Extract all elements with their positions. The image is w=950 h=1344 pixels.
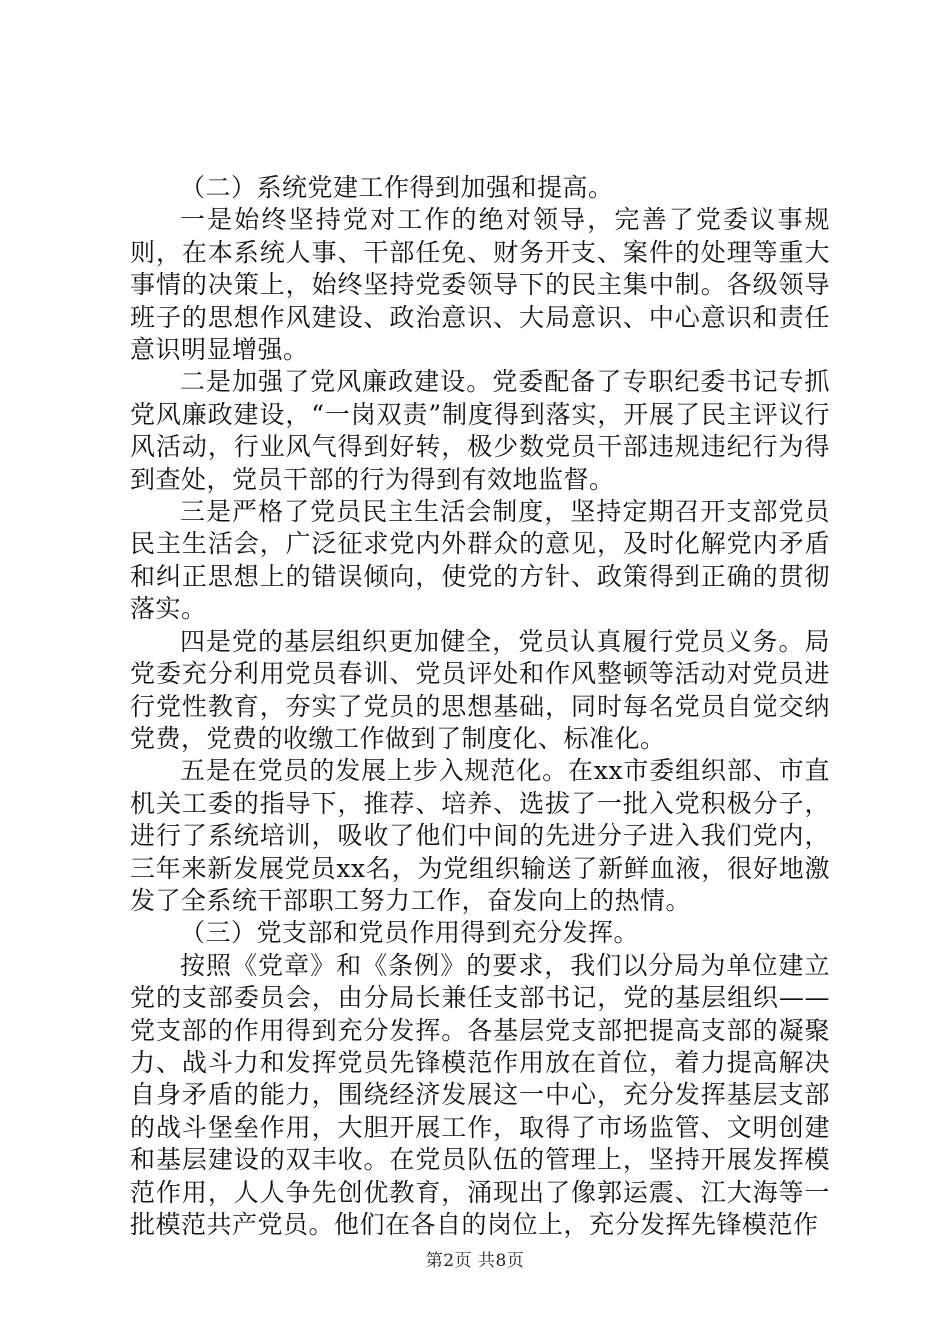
- page-footer: 第2页 共8页: [425, 1251, 525, 1271]
- paragraph-point-4: 四是党的基层组织更加健全，党员认真履行党员义务。局党委充分利用党员春训、党员评处和作风整顿等活动对党员进行党性教育，夯实了党员的思想基础，同时每名党员自觉交纳党费，党费的收缴工作做到了制度化、标准化。: [130, 626, 830, 753]
- paragraph-point-5: 五是在党员的发展上步入规范化。在xx市委组织部、市直机关工委的指导下，推荐、培养、选拔了一批入党积极分子，进行了系统培训，吸收了他们中间的先进分子进入我们党内，三年来新发展党员xx名，为党组织输送了新鲜血液，很好地激发了全系统干部职工努力工作，奋发向上的热情。: [130, 756, 830, 915]
- paragraph-branch-role: 按照《党章》和《条例》的要求，我们以分局为单位建立党的支部委员会，由分局长兼任支部书记，党的基层组织——党支部的作用得到充分发挥。各基层党支部把提高支部的凝聚力、战斗力和发挥党员先锋模范作用放在首位，着力提高解决自身矛盾的能力，围绕经济发展这一中心，充分发挥基层支部的战斗堡垒作用，大胆开展工作，取得了市场监管、文明创建和基层建设的双丰收。在党员队伍的管理上，坚持开展发挥模范作用，人人争先创优教育，涌现出了像郭运震、江大海等一批模范共产党员。他们在各自的岗位上，充分发挥先锋模范作: [130, 950, 830, 1239]
- paragraph-point-1: 一是始终坚持党对工作的绝对领导，完善了党委议事规则，在本系统人事、干部任免、财务开支、案件的处理等重大事情的决策上，始终坚持党委领导下的民主集中制。各级领导班子的思想作风建设、政治意识、大局意识、中心意识和责任意识明显增强。: [130, 205, 830, 365]
- document-body: [130, 172, 830, 1241]
- section-heading-2: （二）系统党建工作得到加强和提高。: [180, 173, 614, 202]
- section-heading-3: （三）党支部和党员作用得到充分发挥。: [180, 918, 640, 948]
- paragraph-point-3: 三是严格了党员民主生活会制度，坚持定期召开支部党员民主生活会，广泛征求党内外群众的意见，及时化解党内矛盾和纠正思想上的错误倾向，使党的方针、政策得到正确的贯彻落实。: [130, 497, 830, 624]
- paragraph-point-2: 二是加强了党风廉政建设。党委配备了专职纪委书记专抓党风廉政建设，“一岗双责”制度得到落实，开展了民主评议行风活动，行业风气得到好转，极少数党员干部违规违纪行为得到查处，党员干部的行为得到有效地监督。: [130, 367, 830, 494]
